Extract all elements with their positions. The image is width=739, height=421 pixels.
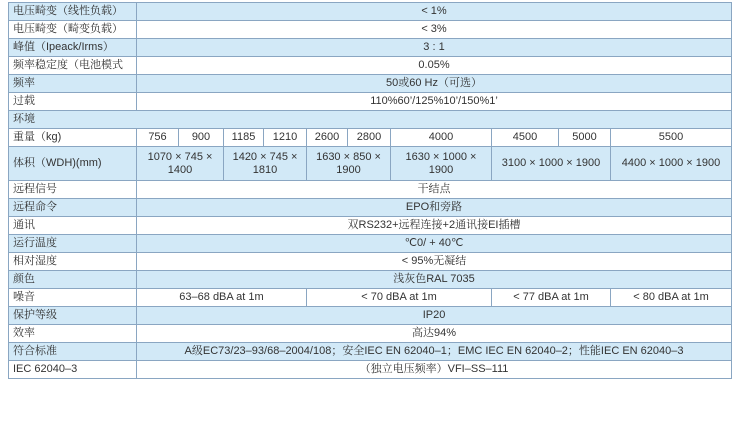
table-row <box>9 253 732 271</box>
spec-label: 效率 <box>9 325 137 343</box>
spec-value: ℃0/ + 40℃ <box>137 235 732 253</box>
table-row <box>9 307 732 325</box>
spec-label: 远程信号 <box>9 181 137 199</box>
noise-cell: 63–68 dBA at 1m <box>137 289 307 307</box>
dimension-cell: 1630 × 1000 × 1900 <box>391 147 492 181</box>
table-row <box>9 289 732 307</box>
spec-value: 高达94% <box>137 325 732 343</box>
table-row <box>9 235 732 253</box>
spec-value: 0.05% <box>137 57 732 75</box>
spec-value: 3 : 1 <box>137 39 732 57</box>
weight-cell: 1210 <box>264 129 307 147</box>
noise-cell: < 77 dBA at 1m <box>492 289 611 307</box>
weight-cell: 900 <box>179 129 224 147</box>
table-row <box>9 21 732 39</box>
spec-label: 峰值（Ipeack/Irms） <box>9 39 137 57</box>
spec-value: IP20 <box>137 307 732 325</box>
dimension-cell: 1070 × 745 × 1400 <box>137 147 224 181</box>
spec-label: 频率稳定度（电池模式 <box>9 57 137 75</box>
spec-value: 双RS232+远程连接+2通讯接EI插槽 <box>137 217 732 235</box>
section-heading: 环境 <box>9 111 732 129</box>
spec-value: EPO和旁路 <box>137 199 732 217</box>
spec-value: < 95%无凝结 <box>137 253 732 271</box>
table-row <box>9 199 732 217</box>
spec-label: 重量（kg) <box>9 129 137 147</box>
spec-label: 保护等级 <box>9 307 137 325</box>
weight-cell: 4000 <box>391 129 492 147</box>
table-row <box>9 111 732 129</box>
table-row <box>9 181 732 199</box>
weight-cell: 756 <box>137 129 179 147</box>
weight-cell: 2600 <box>307 129 348 147</box>
spec-label: 频率 <box>9 75 137 93</box>
spec-value: < 3% <box>137 21 732 39</box>
noise-cell: < 80 dBA at 1m <box>611 289 732 307</box>
weight-cell: 5500 <box>611 129 732 147</box>
spec-value: 干结点 <box>137 181 732 199</box>
spec-label: IEC 62040–3 <box>9 361 137 379</box>
weight-cell: 4500 <box>492 129 559 147</box>
table-row <box>9 93 732 111</box>
table-row <box>9 129 732 147</box>
spec-value: < 1% <box>137 3 732 21</box>
spec-value: （独立电压频率）VFI–SS–111 <box>137 361 732 379</box>
spec-label: 颜色 <box>9 271 137 289</box>
spec-label: 运行温度 <box>9 235 137 253</box>
table-row <box>9 325 732 343</box>
spec-label: 噪音 <box>9 289 137 307</box>
dimension-cell: 1630 × 850 × 1900 <box>307 147 391 181</box>
table-row <box>9 57 732 75</box>
spec-value: 50或60 Hz（可选） <box>137 75 732 93</box>
weight-cell: 1185 <box>224 129 264 147</box>
spec-value: 浅灰色RAL 7035 <box>137 271 732 289</box>
table-row <box>9 217 732 235</box>
table-row <box>9 147 732 181</box>
spec-label: 通讯 <box>9 217 137 235</box>
dimension-cell: 4400 × 1000 × 1900 <box>611 147 732 181</box>
table-row <box>9 39 732 57</box>
noise-cell: < 70 dBA at 1m <box>307 289 492 307</box>
spec-label: 符合标准 <box>9 343 137 361</box>
spec-table <box>8 2 732 379</box>
table-row <box>9 361 732 379</box>
spec-label: 远程命令 <box>9 199 137 217</box>
table-row <box>9 343 732 361</box>
table-row <box>9 271 732 289</box>
table-row <box>9 3 732 21</box>
spec-label: 电压畸变（畸变负载） <box>9 21 137 39</box>
spec-label: 相对湿度 <box>9 253 137 271</box>
spec-label: 电压畸变（线性负载） <box>9 3 137 21</box>
spec-value: 110%60’/125%10’/150%1’ <box>137 93 732 111</box>
dimension-cell: 3100 × 1000 × 1900 <box>492 147 611 181</box>
weight-cell: 5000 <box>559 129 611 147</box>
spec-value: A级EC73/23–93/68–2004/108；安全IEC EN 62040–1；EMC IEC EN 62040–2；性能IEC EN 62040–3 <box>137 343 732 361</box>
table-row <box>9 75 732 93</box>
weight-cell: 2800 <box>348 129 391 147</box>
dimension-cell: 1420 × 745 × 1810 <box>224 147 307 181</box>
spec-label: 过载 <box>9 93 137 111</box>
spec-label: 体积（WDH)(mm) <box>9 147 137 181</box>
